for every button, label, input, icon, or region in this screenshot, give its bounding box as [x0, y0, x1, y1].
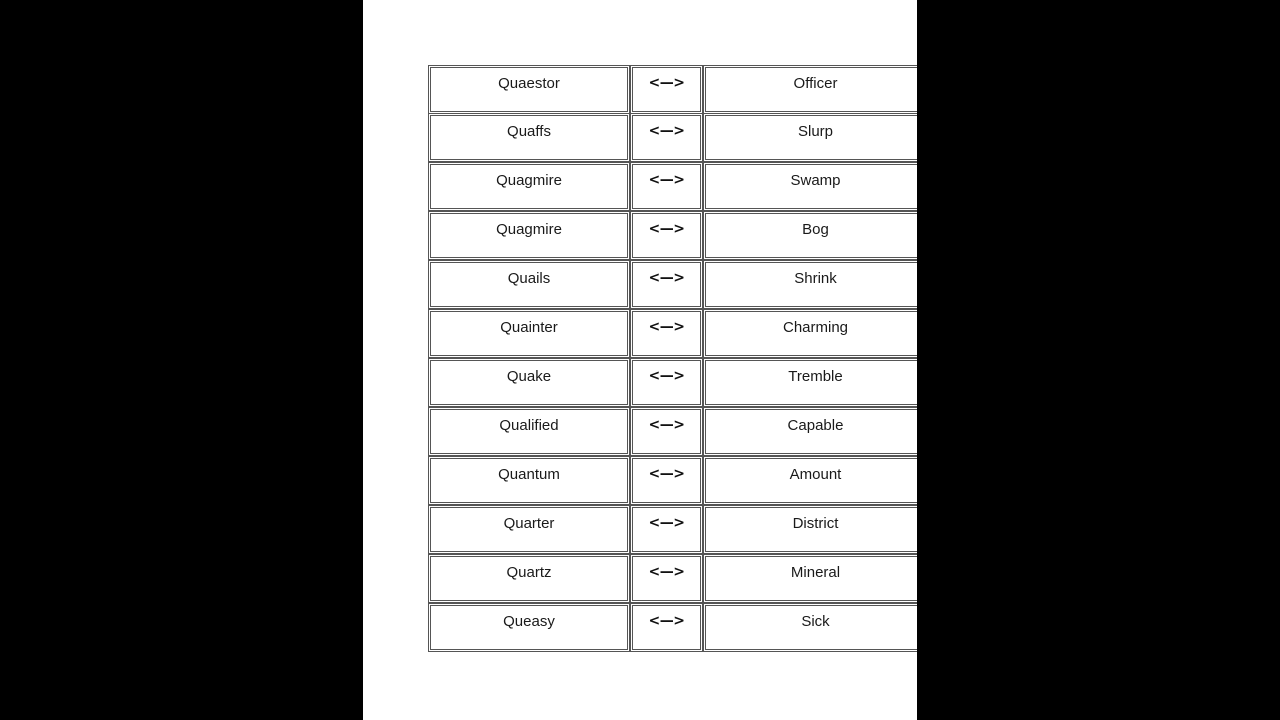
table-row — [428, 65, 917, 114]
table-row — [428, 310, 917, 359]
word-cell: Qualified — [428, 407, 630, 456]
arrow-cell: <—> — [630, 211, 703, 260]
word-cell: Quake — [428, 358, 630, 407]
word-cell: Quaffs — [428, 113, 630, 162]
word-cell: Quails — [428, 260, 630, 309]
table-row — [428, 604, 917, 653]
table-row — [428, 408, 917, 457]
table-row — [428, 457, 917, 506]
word-cell: Quarter — [428, 505, 630, 554]
synonym-cell: Amount — [703, 456, 917, 505]
table-row — [428, 359, 917, 408]
synonym-cell: Mineral — [703, 554, 917, 603]
table-row — [428, 163, 917, 212]
table-row — [428, 555, 917, 604]
synonym-cell: Shrink — [703, 260, 917, 309]
table-row — [428, 114, 917, 163]
table-row — [428, 261, 917, 310]
synonym-cell: Sick — [703, 603, 917, 652]
arrow-cell: <—> — [630, 554, 703, 603]
synonym-cell: Bog — [703, 211, 917, 260]
synonym-cell: Capable — [703, 407, 917, 456]
arrow-cell: <—> — [630, 162, 703, 211]
table-row — [428, 506, 917, 555]
arrow-cell: <—> — [630, 358, 703, 407]
synonym-cell: District — [703, 505, 917, 554]
synonym-cell: Charming — [703, 309, 917, 358]
word-cell: Quagmire — [428, 211, 630, 260]
word-cell: Queasy — [428, 603, 630, 652]
arrow-cell: <—> — [630, 113, 703, 162]
document-page — [363, 0, 917, 720]
synonym-cell: Slurp — [703, 113, 917, 162]
synonym-cell: Tremble — [703, 358, 917, 407]
synonym-table — [428, 65, 917, 653]
word-cell: Quainter — [428, 309, 630, 358]
synonym-cell: Swamp — [703, 162, 917, 211]
word-cell: Quartz — [428, 554, 630, 603]
arrow-cell: <—> — [630, 407, 703, 456]
arrow-cell: <—> — [630, 65, 703, 114]
arrow-cell: <—> — [630, 456, 703, 505]
word-cell: Quagmire — [428, 162, 630, 211]
table-row — [428, 212, 917, 261]
arrow-cell: <—> — [630, 505, 703, 554]
arrow-cell: <—> — [630, 260, 703, 309]
word-cell: Quaestor — [428, 65, 630, 114]
word-cell: Quantum — [428, 456, 630, 505]
arrow-cell: <—> — [630, 309, 703, 358]
synonym-cell: Officer — [703, 65, 917, 114]
arrow-cell: <—> — [630, 603, 703, 652]
